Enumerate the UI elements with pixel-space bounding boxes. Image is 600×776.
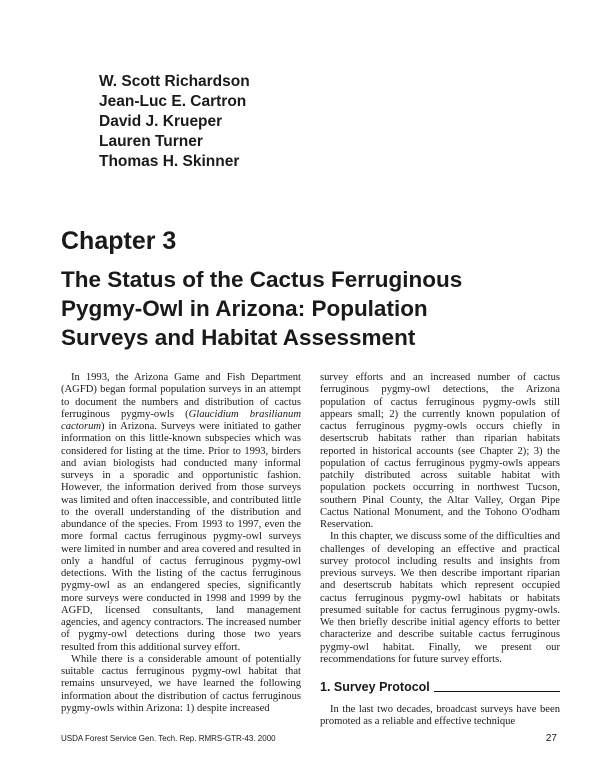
right-column — [320, 372, 560, 729]
title-line: The Status of the Cactus Ferruginous — [61, 267, 463, 292]
title-line: Surveys and Habitat Assessment — [61, 325, 416, 350]
paragraph-text: ) in Arizona. Surveys were initiated to gather information on this little-known subspecies which was considered for listing at the time. Prior to 1993, birders and avian biologists had conducted many informal surveys in a sporadic and opportunistic fashion. However, the information derived from those surveys was limited and often inaccessible, and contributed little to the overall understanding of the distribution and abundance of the species. From 1993 to 1997, even the more formal cactus ferruginous pygmy-owl surveys were limited in number and area covered and resulted in only a handful of cactus ferruginous pygmy-owl detections. With the listing of the cactus ferruginous pygmy-owl as an endangered species, significantly more surveys were conducted in 1998 and 1999 by the AGFD, licensed consultants, land management agencies, and agency contractors. The increased number of pygmy-owl detections during those two years resulted from this additional survey effort. — [61, 421, 301, 653]
author-name: Thomas H. Skinner — [99, 153, 240, 170]
footer-citation: USDA Forest Service Gen. Tech. Rep. RMRS-GTR-43. 2000 — [61, 734, 276, 743]
section-heading-text: 1. Survey Protocol — [320, 680, 430, 694]
body-paragraph — [61, 372, 301, 654]
body-paragraph: While there is a considerable amount of potentially suitable cactus ferruginous pygmy-owl habitat that remains unsurveyed, we have learned the following information about the distribution of cactus ferruginous pygmy-owls within Arizona: 1) despite increased — [61, 653, 301, 714]
chapter-label: Chapter 3 — [61, 227, 177, 255]
paragraph-text: In 1993, the Arizona Game and Fish Department (AGFD) began formal population surveys in an attempt to document the numbers and distribution of cactus ferruginous pygmy-owls ( — [61, 372, 301, 420]
body-paragraph: In the last two decades, broadcast surveys have been promoted as a reliable and effective technique — [320, 704, 560, 728]
chapter-title — [61, 265, 561, 352]
author-name: W. Scott Richardson — [99, 73, 250, 90]
left-column — [61, 372, 301, 715]
section-rule — [434, 691, 560, 692]
body-paragraph: In this chapter, we discuss some of the difficulties and challenges of developing an effective and practical survey protocol including results and insights from previous surveys. We then describe important riparian and desertscrub habitats which represent occupied cactus ferruginous pygmy-owl habitats or habitats presumed suitable for cactus ferruginous pygmy-owls. We then briefly describe initial agency efforts to better characterize and describe suitable cactus ferruginous pygmy-owl habitat. Finally, we present our recommendations for future survey efforts. — [320, 531, 560, 665]
title-line: Pygmy-Owl in Arizona: Population — [61, 296, 428, 321]
author-name: Lauren Turner — [99, 133, 203, 150]
author-name: David J. Krueper — [99, 113, 223, 130]
author-name: Jean-Luc E. Cartron — [99, 93, 247, 110]
species-name: Glaucidium brasilianum cactorum — [61, 408, 301, 432]
author-list — [99, 72, 250, 172]
section-heading — [320, 679, 560, 695]
body-paragraph: survey efforts and an increased number of cactus ferruginous pygmy-owl detections, the Arizona population of cactus ferruginous pygmy-owls still appears small; 2) the currently known population of cactus ferruginous pygmy-owls occurs chiefly in desertscrub habitats rather than riparian habitats reported in historical accounts (see Chapter 2); 3) the population of cactus ferruginous pygmy-owls appears patchily distributed across suitable habitat with population pockets occurring in northwest Tucson, southern Pinal County, the Altar Valley, Organ Pipe Cactus National Monument, and the Tohono O'odham Reservation. — [320, 372, 560, 530]
page-number: 27 — [545, 733, 557, 744]
